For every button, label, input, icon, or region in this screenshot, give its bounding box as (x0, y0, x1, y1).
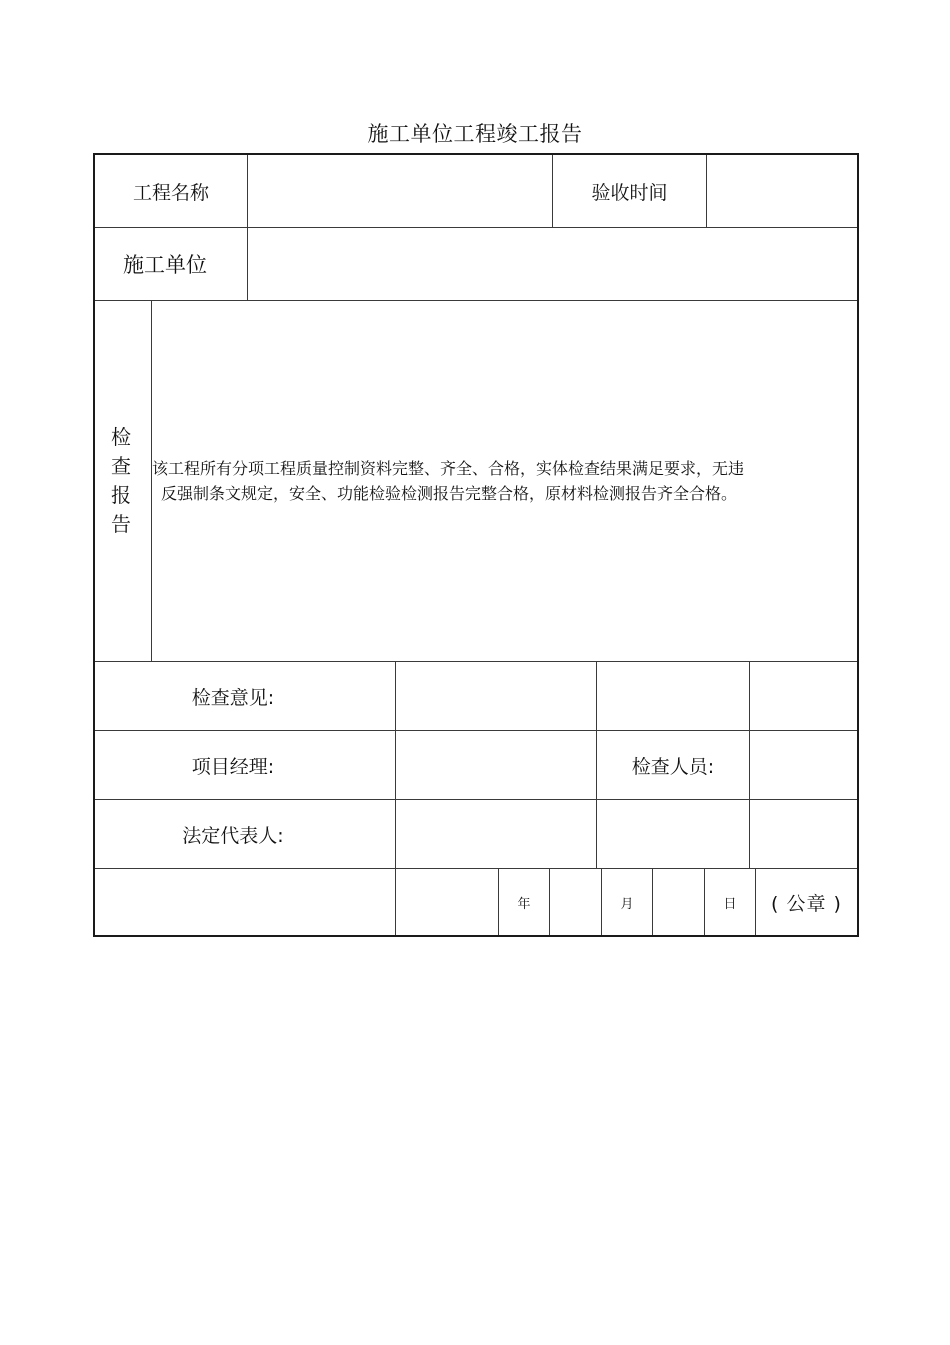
official-seal-label: ( 公章 ) (771, 892, 842, 915)
acceptance-time-label: 验收时间 (591, 181, 668, 204)
month-field[interactable] (550, 869, 601, 935)
project-manager-field[interactable] (396, 731, 596, 799)
inspection-opinion-field[interactable] (396, 662, 596, 730)
inspector-field[interactable] (750, 731, 857, 799)
report-text-line-1: 该工程所有分项工程质量控制资料完整、齐全、合格，实体检查结果满足要求，无违 (152, 459, 745, 478)
inspector-label: 检查人员: (631, 755, 715, 778)
completion-report-form (93, 153, 859, 937)
legal-representative-field[interactable] (396, 800, 596, 868)
project-name-field[interactable] (248, 155, 552, 227)
year-field[interactable] (396, 869, 498, 935)
year-label: 年 (517, 896, 531, 912)
inspection-report-char: 报 (111, 483, 131, 507)
inspection-report-char: 检 (111, 425, 131, 449)
month-label: 月 (620, 896, 634, 912)
project-name-label: 工程名称 (132, 181, 209, 204)
acceptance-time-field[interactable] (707, 155, 857, 227)
day-field[interactable] (653, 869, 704, 935)
report-text-line-2: 反强制条文规定，安全、功能检验检测报告完整合格，原材料检测报告齐全合格。 (161, 484, 738, 503)
document-title: 施工单位工程竣工报告 (367, 122, 583, 146)
construction-unit-label: 施工单位 (123, 253, 207, 277)
legal-representative-label: 法定代表人: (182, 824, 284, 847)
inspection-opinion-label: 检查意见: (191, 686, 275, 709)
inspection-report-label (95, 301, 147, 661)
construction-unit-field[interactable] (248, 228, 857, 300)
inspection-report-char: 查 (111, 454, 131, 478)
row-divider (95, 300, 857, 301)
inspection-report-char: 告 (111, 512, 131, 536)
day-label: 日 (723, 896, 737, 912)
project-manager-label: 项目经理: (191, 755, 275, 778)
